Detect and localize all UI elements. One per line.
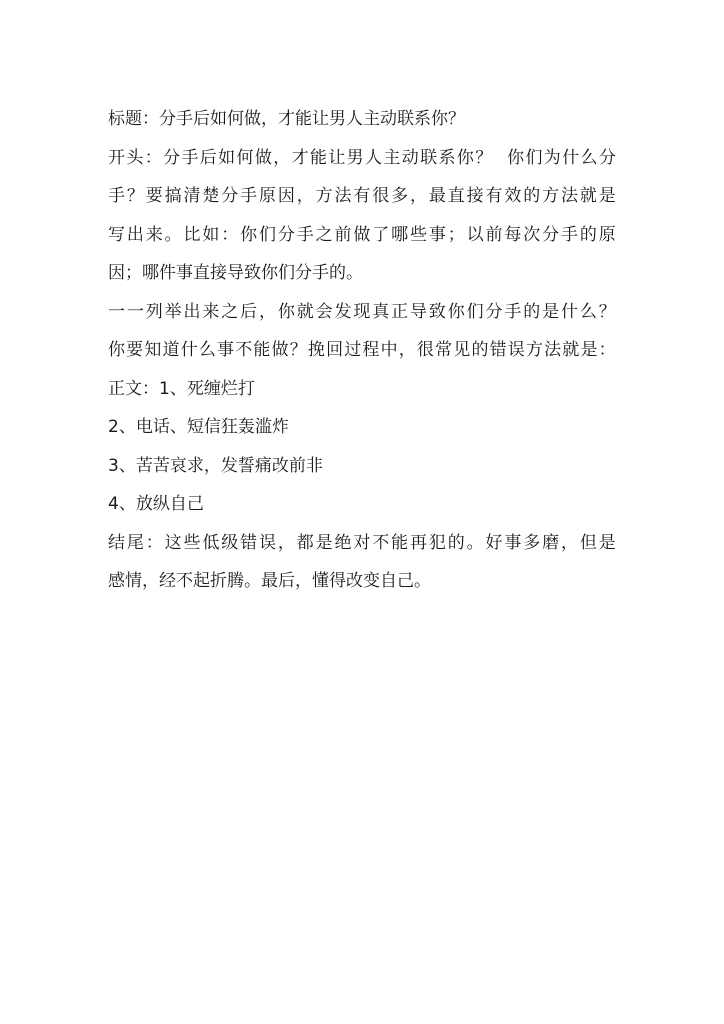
paragraph-line-1: 一 一 列 举 出 来 之 后 ， 你 就 会 发 现 真 正 导 致 你 们 分 手 的 是 什 么 ？ xyxy=(108,301,616,322)
paragraph-line-2: 你 要 知 道 什 么 事 不 能 做 ？ 挽 回 过 程 中 ， 很 常 见 的 错 误 方 法 就 是 ： xyxy=(108,340,616,360)
title-line: 标题：分手后如何做，才能让男人主动联系你？ xyxy=(108,109,465,129)
opening-line-2: 手 ？ 要 搞 清 楚 分 手 原 因 ， 方 法 有 很 多 ， 最 直 接 有 效 的 方 法 就 是 xyxy=(108,186,616,206)
body-item-4: 4、放纵自己 xyxy=(108,494,204,514)
opening-line-3: 写 出 来 。 比 如 ： 你 们 分 手 之 前 做 了 哪 些 事 ； 以 前 每 次 分 手 的 原 xyxy=(108,224,616,245)
body-item-1: 正文：1、死缠烂打 xyxy=(108,378,255,399)
ending-line-1: 结 尾 ： 这 些 低 级 错 误 ， 都 是 绝 对 不 能 再 犯 的 。 好 事 多 磨 ， 但 是 xyxy=(108,532,616,553)
body-item-3: 3、苦苦哀求，发誓痛改前非 xyxy=(108,455,323,476)
ending-line-2: 感情，经不起折腾。最后，懂得改变自己。 xyxy=(108,571,431,591)
opening-line-1: 开 头 ： 分 手 后 如 何 做 ， 才 能 让 男 人 主 动 联 系 你 ？ 你 们 为 什 么 分 xyxy=(108,147,616,168)
body-item-2: 2、电话、短信狂轰滥炸 xyxy=(108,417,289,437)
opening-line-4: 因；哪件事直接导致你们分手的。 xyxy=(108,263,363,283)
document-body xyxy=(108,100,616,601)
